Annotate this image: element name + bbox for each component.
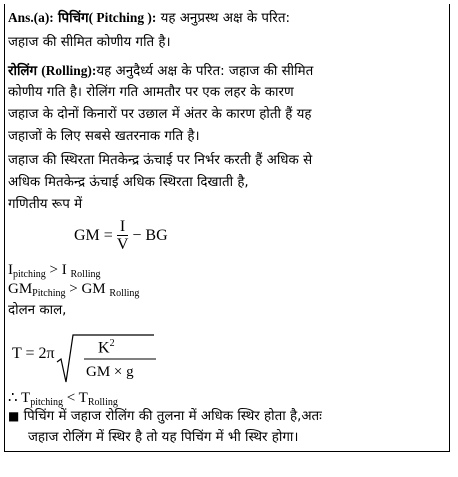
rolling-line-3: जहाज के दोनों किनारों पर उछाल में अंतर के कारण होती हैं यह (8, 107, 312, 122)
answer-label: Ans.(a): (8, 10, 54, 25)
gm-formula (74, 219, 168, 254)
period-label: दोलन काल, (8, 303, 67, 318)
conclusion-line-1 (8, 407, 322, 426)
therefore-symbol: ∴ (8, 390, 18, 406)
rolling-line-4: जहाजों के लिए सबसे खतरनाक गति है। (8, 129, 200, 144)
conclusion-text-1: पिचिंग में जहाज रोलिंग की तुलना में अधिक स्थिर होता है,अतः (23, 409, 322, 424)
stability-line-1: जहाज की स्थिरता मितकेन्द्र ऊंचाई पर निर्भर करती हैं अधिक से (8, 153, 313, 168)
gm-ineq-left: GM (8, 281, 33, 297)
period-lhs: T = 2π (12, 345, 55, 362)
stability-line-3: गणितीय रूप में (8, 197, 83, 212)
inertia-left-sub: pitching (13, 269, 46, 280)
period-numerator-exp: 2 (109, 338, 115, 349)
pitching-line-2: जहाज की सीमित कोणीय गति है। (8, 35, 171, 50)
pitching-line-1 (8, 9, 290, 28)
pitching-term-english: ( Pitching ): (88, 10, 157, 25)
gm-inequality (8, 281, 139, 299)
rolling-definition: यह अनुदैर्ध्य अक्ष के परित: जहाज की सीमित (96, 64, 314, 79)
period-ineq-left-sub: pitching (30, 397, 63, 408)
inertia-inequality (8, 262, 101, 280)
period-ineq-op: < T (62, 390, 88, 406)
period-inequality (8, 388, 118, 408)
period-numerator-k: K (98, 339, 110, 357)
bullet-square-icon: ■ (8, 409, 20, 423)
inertia-right-sub: Rolling (70, 269, 101, 280)
gm-ineq-left-sub: Pitching (32, 288, 66, 299)
gm-lhs: GM = (74, 227, 113, 245)
pitching-term-hindi: पिचिंग (58, 11, 89, 26)
pitching-definition: यह अनुप्रस्थ अक्ष के परित: (160, 11, 291, 26)
inertia-op: > I (45, 262, 71, 278)
period-ineq-left: T (21, 390, 31, 406)
rolling-term-english: (Rolling): (41, 63, 97, 78)
gm-rhs: − BG (132, 227, 168, 245)
rolling-line-1 (8, 62, 313, 81)
gm-numerator: I (117, 219, 129, 236)
gm-ineq-op: > GM (65, 281, 110, 297)
gm-fraction (117, 219, 129, 254)
gm-denominator: V (116, 236, 129, 253)
rolling-term-hindi: रोलिंग (8, 64, 38, 79)
inertia-left: I (8, 262, 13, 278)
gm-ineq-right-sub: Rolling (109, 288, 140, 299)
stability-line-2: अधिक मितकेन्द्र ऊंचाई अधिक स्थिरता दिखाती है, (8, 175, 249, 190)
period-numerator (98, 338, 115, 357)
period-denominator: GM × g (86, 364, 134, 380)
period-ineq-right-sub: Rolling (87, 397, 118, 408)
rolling-line-2: कोणीय गति है। रोलिंग गति आमतौर पर एक लहर के कारण (8, 85, 294, 100)
conclusion-line-2: जहाज रोलिंग में स्थिर है तो यह पिचिंग में भी स्थिर होगा। (28, 430, 299, 445)
